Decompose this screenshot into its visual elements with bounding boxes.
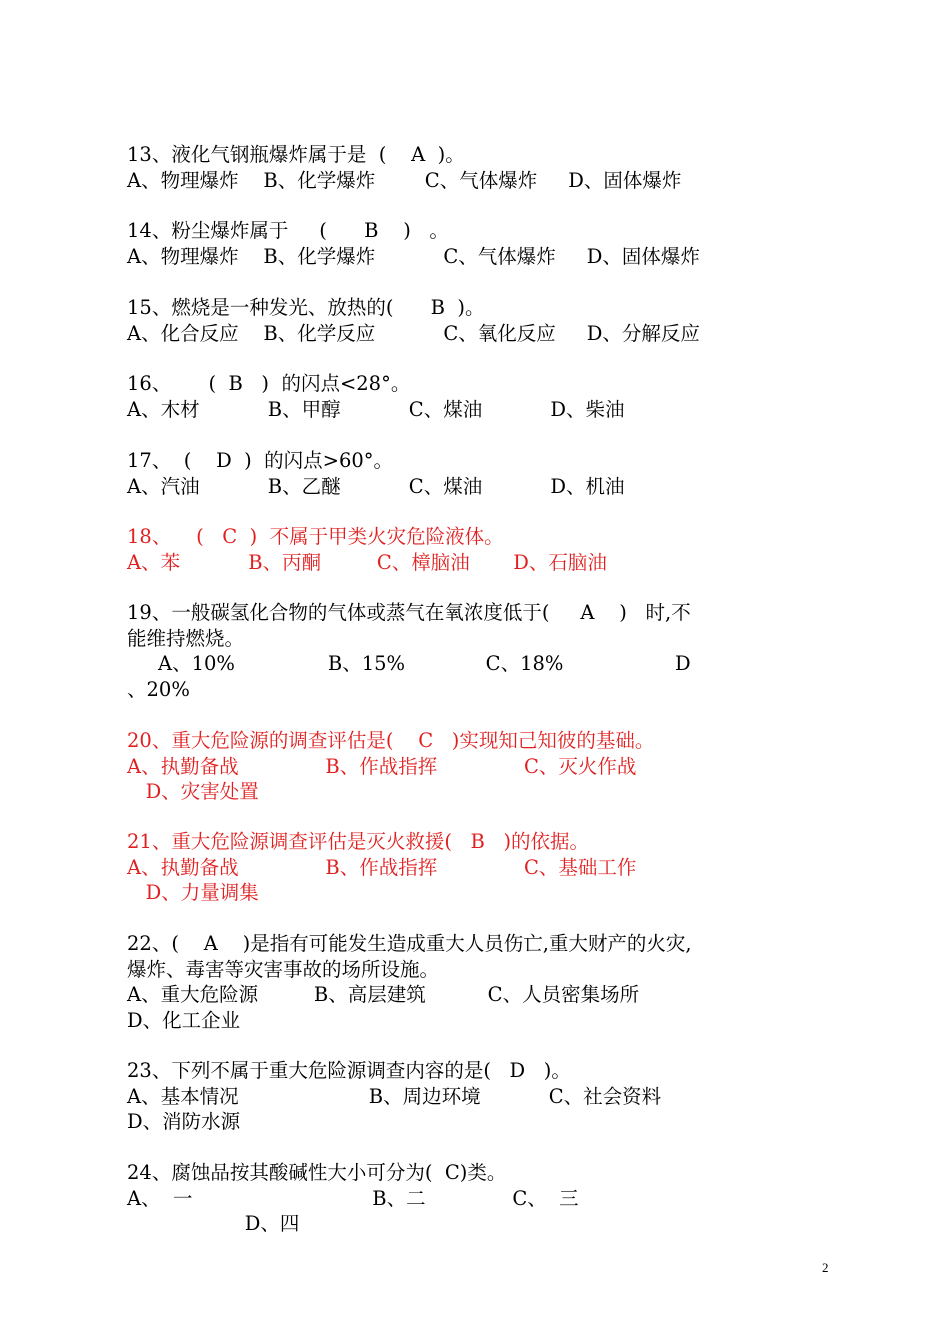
- question-options-line: A、执勤备战 B、作战指挥 C、灭火作战: [127, 754, 637, 778]
- question-options-line: 爆炸、毒害等灾害事故的场所设施。: [127, 957, 440, 981]
- question-options-line: D、四: [127, 1212, 300, 1235]
- question-text: 22、( A )是指有可能发生造成重大人员伤亡,重大财产的火灾,: [127, 932, 692, 955]
- question-options-line: A、木材 B、甲醇 C、煤油 D、柴油: [127, 397, 625, 421]
- question-text: 17、 ( D ) 的闪点>60°。: [127, 449, 394, 472]
- question-options-line: 能维持燃烧。: [127, 626, 245, 650]
- question-text: 16、 ( B ) 的闪点<28°。: [127, 372, 411, 395]
- question-options-line: A、重大危险源 B、高层建筑 C、人员密集场所: [127, 983, 640, 1006]
- question-text: 18、 ( C ) 不属于甲类火灾危险液体。: [127, 525, 504, 548]
- page-number: 2: [822, 1260, 829, 1275]
- question-options-line: A、化合反应 B、化学反应 C、氧化反应 D、分解反应: [127, 321, 700, 345]
- question-text: 15、燃烧是一种发光、放热的( B )。: [127, 296, 485, 319]
- question-options-line: A、汽油 B、乙醚 C、煤油 D、机油: [127, 474, 625, 498]
- question-text: 23、下列不属于重大危险源调查内容的是( D )。: [127, 1059, 571, 1082]
- question-options-line: D、灾害处置: [127, 780, 259, 803]
- question-options-line: A、物理爆炸 B、化学爆炸 C、气体爆炸 D、固体爆炸: [127, 244, 700, 268]
- question-options-line: A、苯 B、丙酮 C、樟脑油 D、石脑油: [127, 550, 607, 574]
- question-options-line: D、消防水源: [127, 1110, 241, 1133]
- question-options-line: D、化工企业: [127, 1008, 241, 1032]
- question-options-line: 、20%: [127, 677, 190, 701]
- question-text: 13、液化气钢瓶爆炸属于是 ( A )。: [127, 143, 465, 166]
- question-options-line: A、10% B、15% C、18% D: [127, 652, 691, 675]
- question-options-line: A、基本情况 B、周边环境 C、社会资料: [127, 1084, 662, 1108]
- question-text: 20、重大危险源的调查评估是( C )实现知己知彼的基础。: [127, 729, 655, 752]
- question-text: 19、一般碳氢化合物的气体或蒸气在氧浓度低于( A ) 时,不: [127, 601, 691, 624]
- question-text: 24、腐蚀品按其酸碱性大小可分为( C)类。: [127, 1161, 507, 1184]
- question-options-line: A、 一 B、二 C、 三: [127, 1186, 579, 1210]
- question-options-line: A、执勤备战 B、作战指挥 C、基础工作: [127, 855, 637, 879]
- question-text: 21、重大危险源调查评估是灭火救援( B )的依据。: [127, 830, 590, 853]
- question-options-line: D、力量调集: [127, 881, 259, 904]
- question-text: 14、粉尘爆炸属于 ( B ) 。: [127, 219, 449, 242]
- question-options-line: A、物理爆炸 B、化学爆炸 C、气体爆炸 D、固体爆炸: [127, 168, 682, 192]
